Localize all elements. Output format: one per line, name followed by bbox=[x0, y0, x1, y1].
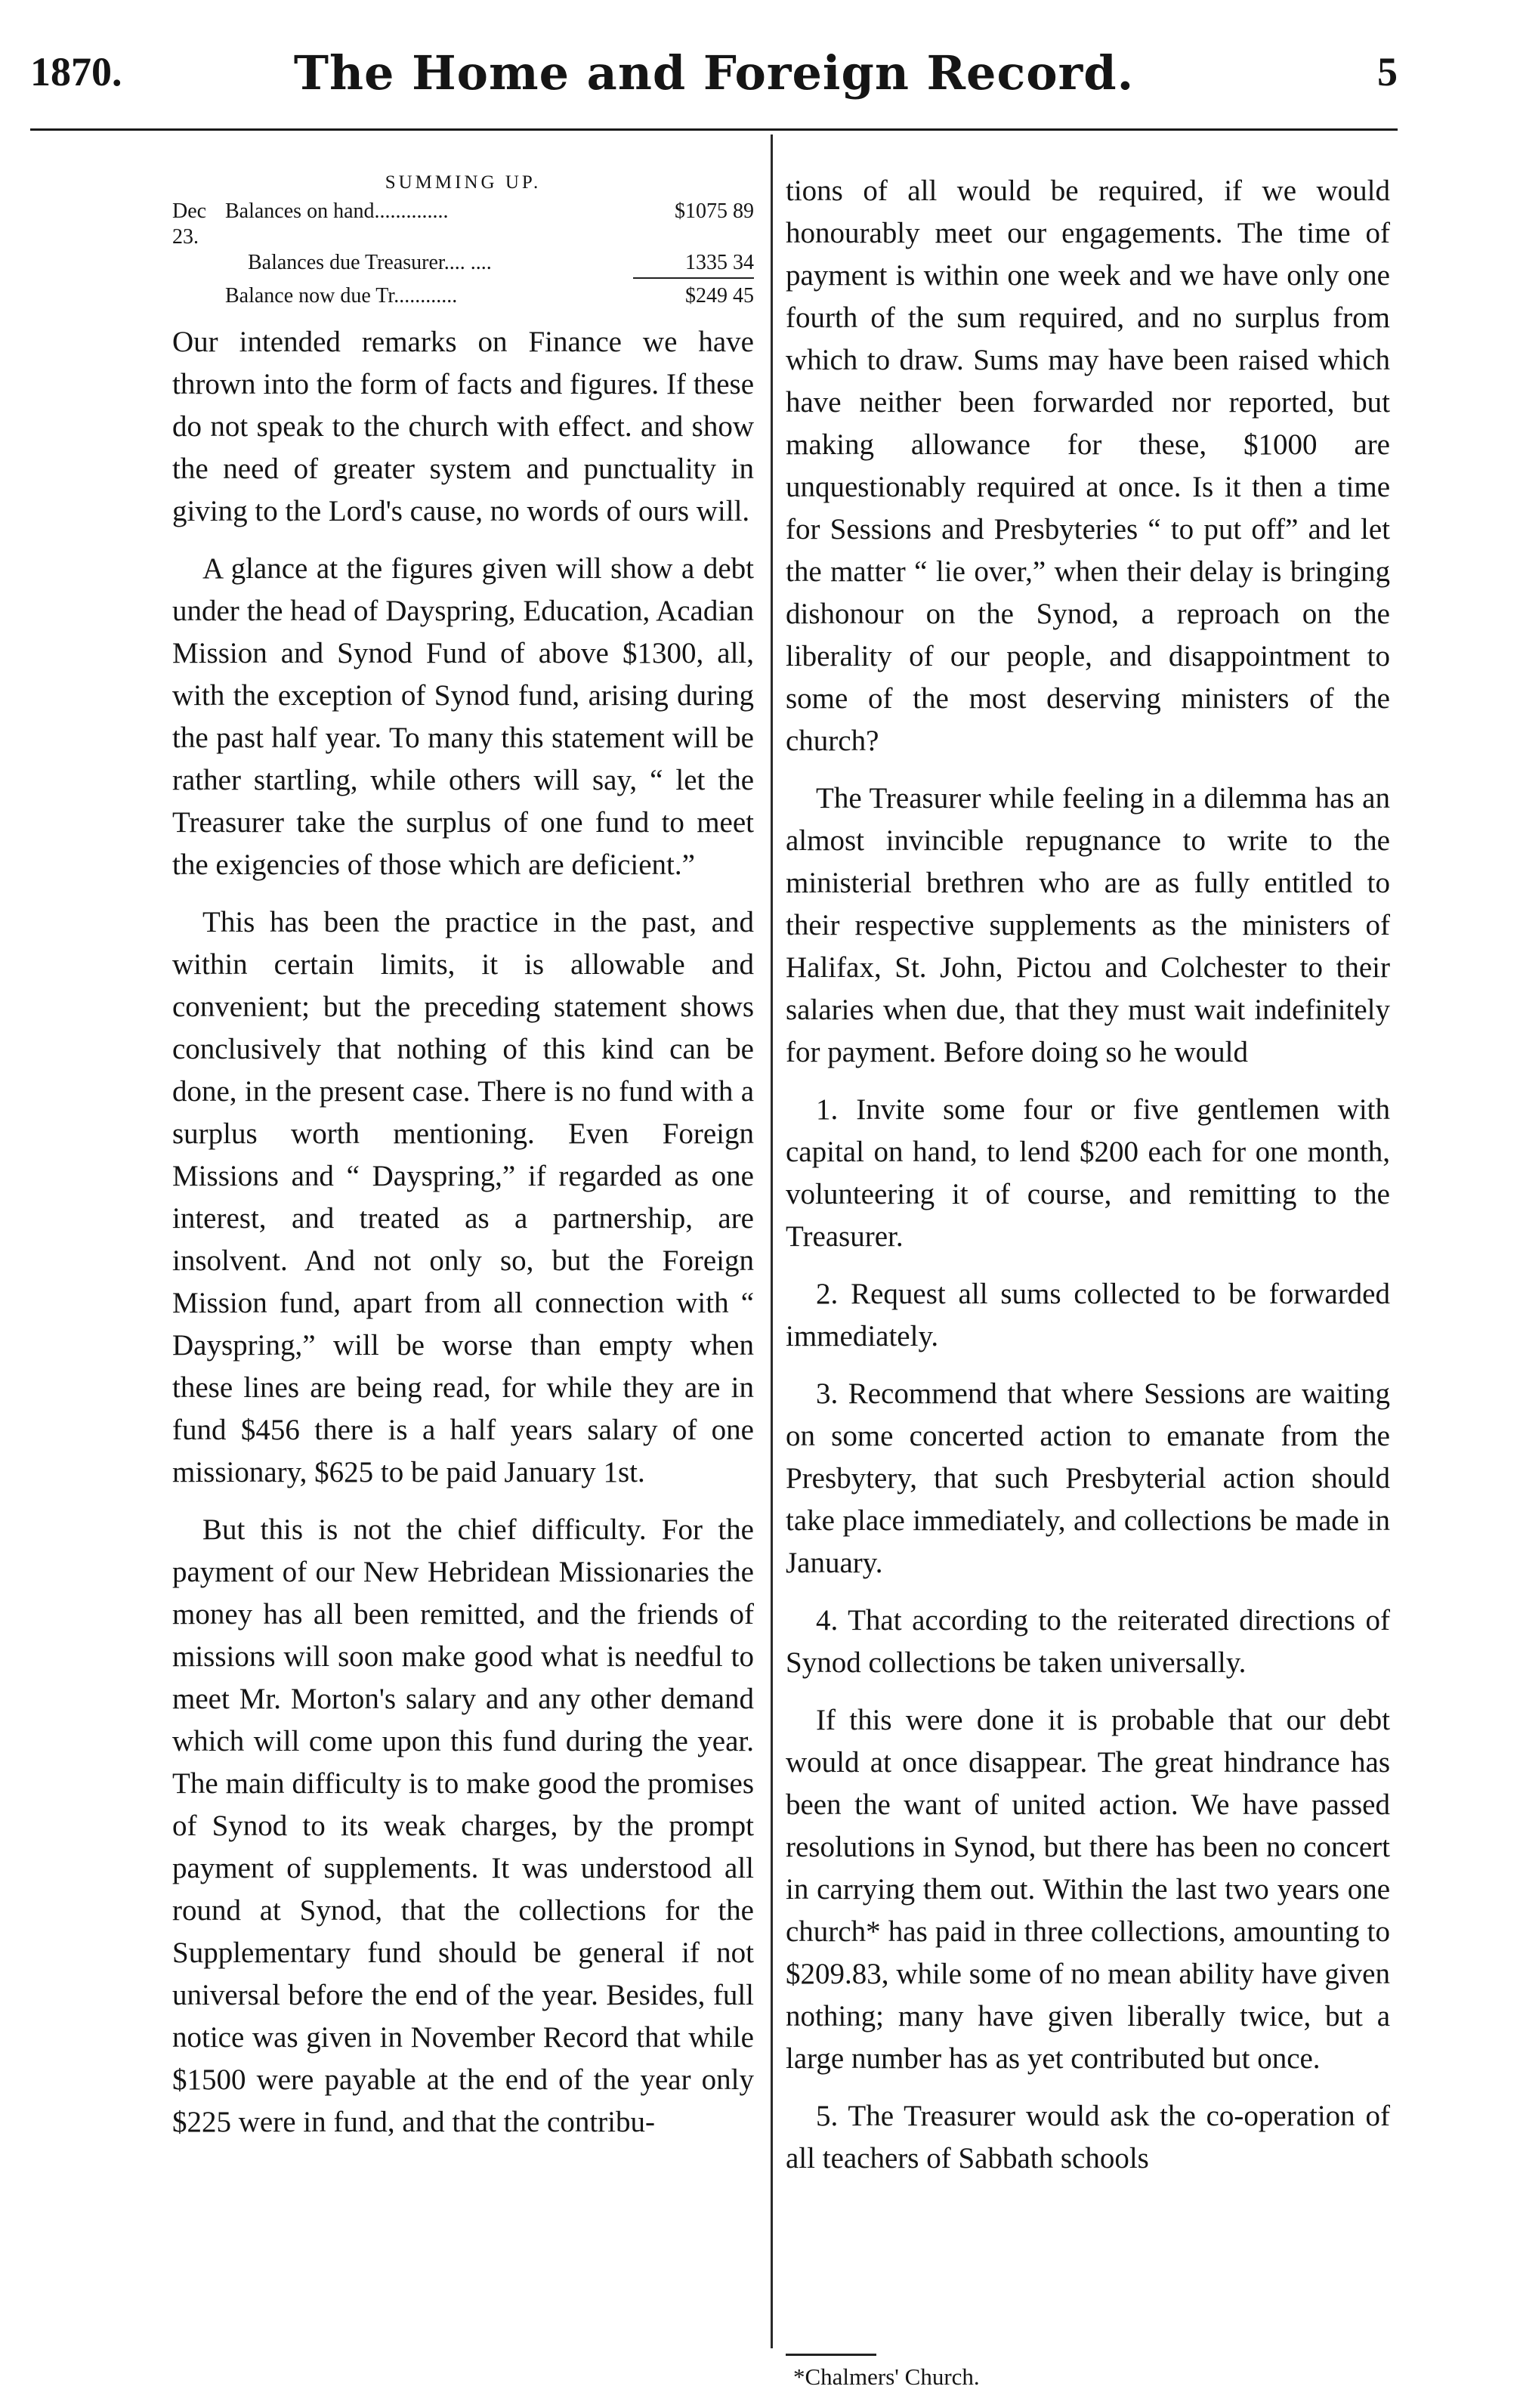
paragraph: If this were done it is probable that our debt would at once disappear. The great hindrance has been the want of united action. We have passed resolutions in Synod, but there has been no concert in carrying them out. Within the last two years one church* has paid in three collections, amounting to $209.83, while some of no mean ability have given nothing; many have given liberally twice, but a large number has as yet contributed but once. bbox=[786, 1704, 1390, 2075]
column-divider bbox=[771, 134, 773, 2348]
list-item: 3. Recommend that where Sessions are waiting on some concerted action to emanate from the Presbytery, that such Presbyterial action should take place immediately, and collections be made in January. bbox=[786, 1377, 1390, 1579]
paragraph: Our intended remarks on Finance we have thrown into the form of facts and figures. If these do not speak to the church with effect. and show the need of greater system and punctuality in giving to the Lord's cause, no words of ours will. bbox=[172, 326, 754, 527]
right-column bbox=[786, 170, 1390, 2195]
account-heading: SUMMING UP. bbox=[385, 172, 542, 193]
paragraph: tions of all would be required, if we would honourably meet our engagements. The time of payment is within one week and we have only one fourth of the sum required, and no surplus from which to draw. Sums may have been raised which have neither been forwarded nor reported, but making allowance for these, $1000 are unquestionably required at once. Is it then a time for Sessions and Presbyteries “ to put off” and let the matter “ lie over,” when their delay is bringing dishonour on the Synod, a reproach on the liberality of our people, and disappointment to some of the most deserving ministers of the church? bbox=[786, 175, 1390, 757]
list-item: 1. Invite some four or five gentlemen with capital on hand, to lend $200 each for one month, volunteering it of course, and remitting to the Treasurer. bbox=[786, 1093, 1390, 1253]
paragraph: This has been the practice in the past, and within certain limits, it is allowable and convenient; but the preceding statement shows conclusively that nothing of this kind can be done, in the present case. There is no fund with a surplus worth mentioning. Even Foreign Missions and “ Dayspring,” if regarded as one interest, and treated as a partnership, are insolvent. And not only so, but the Foreign Mission fund, apart from all connection with “ Dayspring,” will be worse than empty when these lines are being read, for while they are in fund $456 there is a half years salary of one missionary, $625 to be paid January 1st. bbox=[172, 906, 754, 1488]
footnote-rule bbox=[786, 2354, 876, 2356]
year: 1870. bbox=[30, 49, 122, 94]
account-row: Dec 23. Balances on hand.............. $1075 89 bbox=[172, 199, 754, 249]
page-header bbox=[30, 45, 1398, 124]
list-item: 4. That according to the reiterated directions of Synod collections be taken universally. bbox=[786, 1604, 1390, 1679]
paragraph: But this is not the chief difficulty. For the payment of our New Hebridean Missionaries the money has all been remitted, and the friends of missions will soon make good what is needful to meet Mr. Morton's salary and any other demand which will come upon this fund during the year. The main difficulty is to make good the promises of Synod to its weak charges, by the prompt payment of supplements. It was understood all round at Synod, that the collections for the Supplementary fund should be general if not universal before the end of the year. Besides, full notice was given in November Record that while $1500 were payable at the end of the year only $225 were in fund, and that the contribu- bbox=[172, 1513, 754, 2138]
list-item: 5. The Treasurer would ask the co-operation of all teachers of Sabbath schools bbox=[786, 2100, 1390, 2175]
page-number: 5 bbox=[1377, 49, 1398, 94]
account-balance: Balance now due Tr............ $249 45 bbox=[225, 284, 754, 308]
masthead-title: The Home and Foreign Record. bbox=[293, 45, 1135, 100]
left-column bbox=[172, 170, 754, 2159]
footnote: *Chalmers' Church. bbox=[793, 2363, 980, 2390]
paragraph: A glance at the figures given will show a debt under the head of Dayspring, Education, Acadian Mission and Synod Fund of above $1300, all, with the exception of Synod fund, arising during the past half year. To many this statement will be rather startling, while others will say, “ let the Treasurer take the surplus of one fund to meet the exigencies of those which are deficient.” bbox=[172, 552, 754, 881]
list-item: 2. Request all sums collected to be forwarded immediately. bbox=[786, 1278, 1390, 1352]
header-rule bbox=[30, 128, 1398, 131]
sum-rule bbox=[633, 277, 754, 279]
account-row: Balances due Treasurer.... .... 1335 34 bbox=[248, 251, 754, 274]
account-summary bbox=[172, 170, 754, 309]
paragraph: The Treasurer while feeling in a dilemma has an almost invincible repugnance to write to the ministerial brethren who are as fully entitled to their respective supplements as the ministers of Halifax, St. John, Pictou and Colchester to their salaries when due, that they must wait indefinitely for payment. Before doing so he would bbox=[786, 782, 1390, 1068]
